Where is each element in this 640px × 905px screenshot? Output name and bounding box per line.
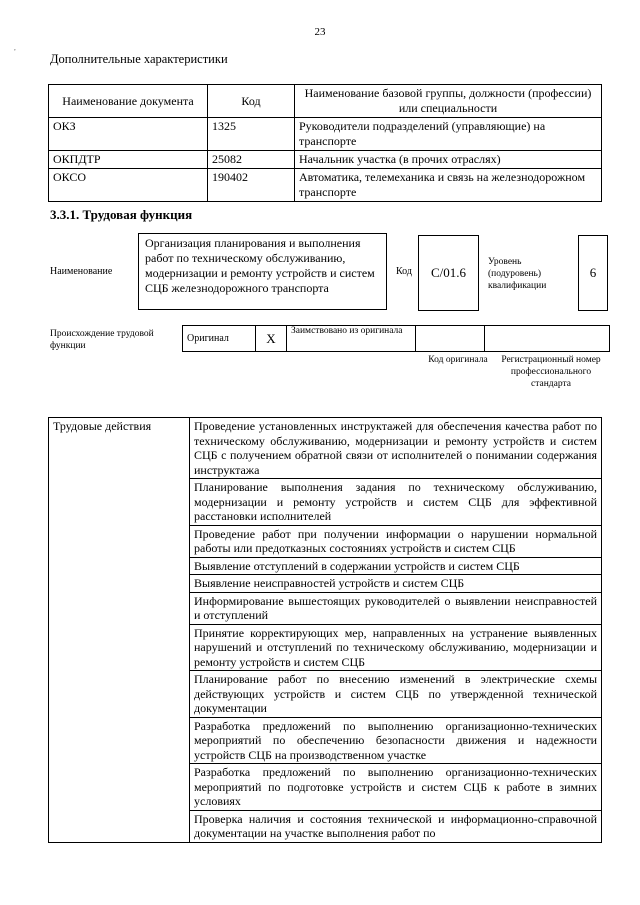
table-cell: ОКПДТР — [49, 151, 208, 169]
original-code-caption: Код оригинала — [428, 355, 488, 365]
original-label: Оригинал — [183, 326, 256, 352]
margin-mark: , — [14, 44, 16, 52]
original-code-cell — [416, 326, 485, 352]
table-row — [49, 418, 602, 479]
name-label: Наименование — [50, 266, 113, 277]
table-cell: Автоматика, телемеханика и связь на железнодорожном транспорте — [295, 169, 602, 202]
origin-table — [182, 325, 610, 352]
table-row — [49, 151, 602, 169]
action-item: Планирование работ по внесению изменений в электрические схемы действующих устройств и систем СЦБ по утвержденной технической документации — [190, 671, 602, 718]
table-cell: ОКСО — [49, 169, 208, 202]
action-item: Проверка наличия и состояния технической и информационно-справочной документации на участке выполнения работ по — [190, 810, 602, 842]
function-name-box — [138, 233, 387, 310]
table-header-row — [49, 85, 602, 118]
characteristics-table — [48, 84, 602, 202]
column-header: Наименование базовой группы, должности (профессии) или специальности — [295, 85, 602, 118]
borrowed-label: Заимствовано из оригинала — [287, 326, 416, 352]
function-code-box — [418, 235, 479, 311]
code-label: Код — [396, 266, 412, 277]
table-cell: Начальник участка (в прочих отраслях) — [295, 151, 602, 169]
function-title: 3.3.1. Трудовая функция — [50, 207, 193, 222]
table-row — [49, 169, 602, 202]
labor-actions-table — [48, 417, 602, 843]
table-cell: ОКЗ — [49, 118, 208, 151]
action-item: Планирование выполнения задания по техническому обслуживанию, модернизации и ремонту устройств и систем СЦБ для эффективной расстановки исполнителей — [190, 479, 602, 526]
function-code: С/01.6 — [430, 265, 467, 280]
table-cell: 190402 — [208, 169, 295, 202]
table-cell: Руководители подразделений (управляющие) на транспорте — [295, 118, 602, 151]
reg-number-cell — [485, 326, 610, 352]
table-cell: 25082 — [208, 151, 295, 169]
action-item: Разработка предложений по выполнению организационно-технических мероприятий по подготовке устройств и систем СЦБ к работе в зимних условиях — [190, 764, 602, 811]
function-name: Организация планирования и выполнения работ по техническому обслуживанию, модернизации и ремонту устройств и систем СЦБ железнодорожного транспорта — [145, 236, 375, 295]
actions-label: Трудовые действия — [49, 418, 190, 843]
action-item: Принятие корректирующих мер, направленных на устранение выявленных нарушений и отступлений по техническому обслуживанию, модернизации и ремонту устройств и систем СЦБ — [190, 624, 602, 671]
page-number: 23 — [314, 26, 326, 38]
level-label: Уровень (подуровень) квалификации — [488, 257, 547, 291]
action-item: Выявление неисправностей устройств и систем СЦБ — [190, 575, 602, 593]
level-box — [578, 235, 608, 311]
column-header: Код — [208, 85, 295, 118]
origin-label: Происхождение трудовой функции — [50, 329, 154, 351]
action-item: Выявление отступлений в содержании устройств и систем СЦБ — [190, 557, 602, 575]
action-item: Разработка предложений по выполнению организационно-технических мероприятий по обеспечению безопасности движения и надежности устройств СЦБ на производственном участке — [190, 717, 602, 764]
reg-number-caption: Регистрационный номер профессионального стандарта — [501, 355, 601, 389]
original-mark: X — [256, 326, 287, 352]
section-heading-additional: Дополнительные характеристики — [50, 52, 228, 66]
table-row — [49, 118, 602, 151]
level-value: 6 — [589, 265, 597, 280]
action-item: Проведение установленных инструктажей для обеспечения качества работ по техническому обслуживанию, модернизации и ремонту устройств и систем СЦБ с получением обратной связи от исполнителей о понимании содержания инструктажа — [190, 418, 602, 479]
column-header: Наименование документа — [49, 85, 208, 118]
action-item: Информирование вышестоящих руководителей о выявлении неисправностей и отступлений — [190, 592, 602, 624]
action-item: Проведение работ при получении информации о нарушении нормальной работы или предотказных состояниях устройств и систем СЦБ — [190, 525, 602, 557]
table-cell: 1325 — [208, 118, 295, 151]
